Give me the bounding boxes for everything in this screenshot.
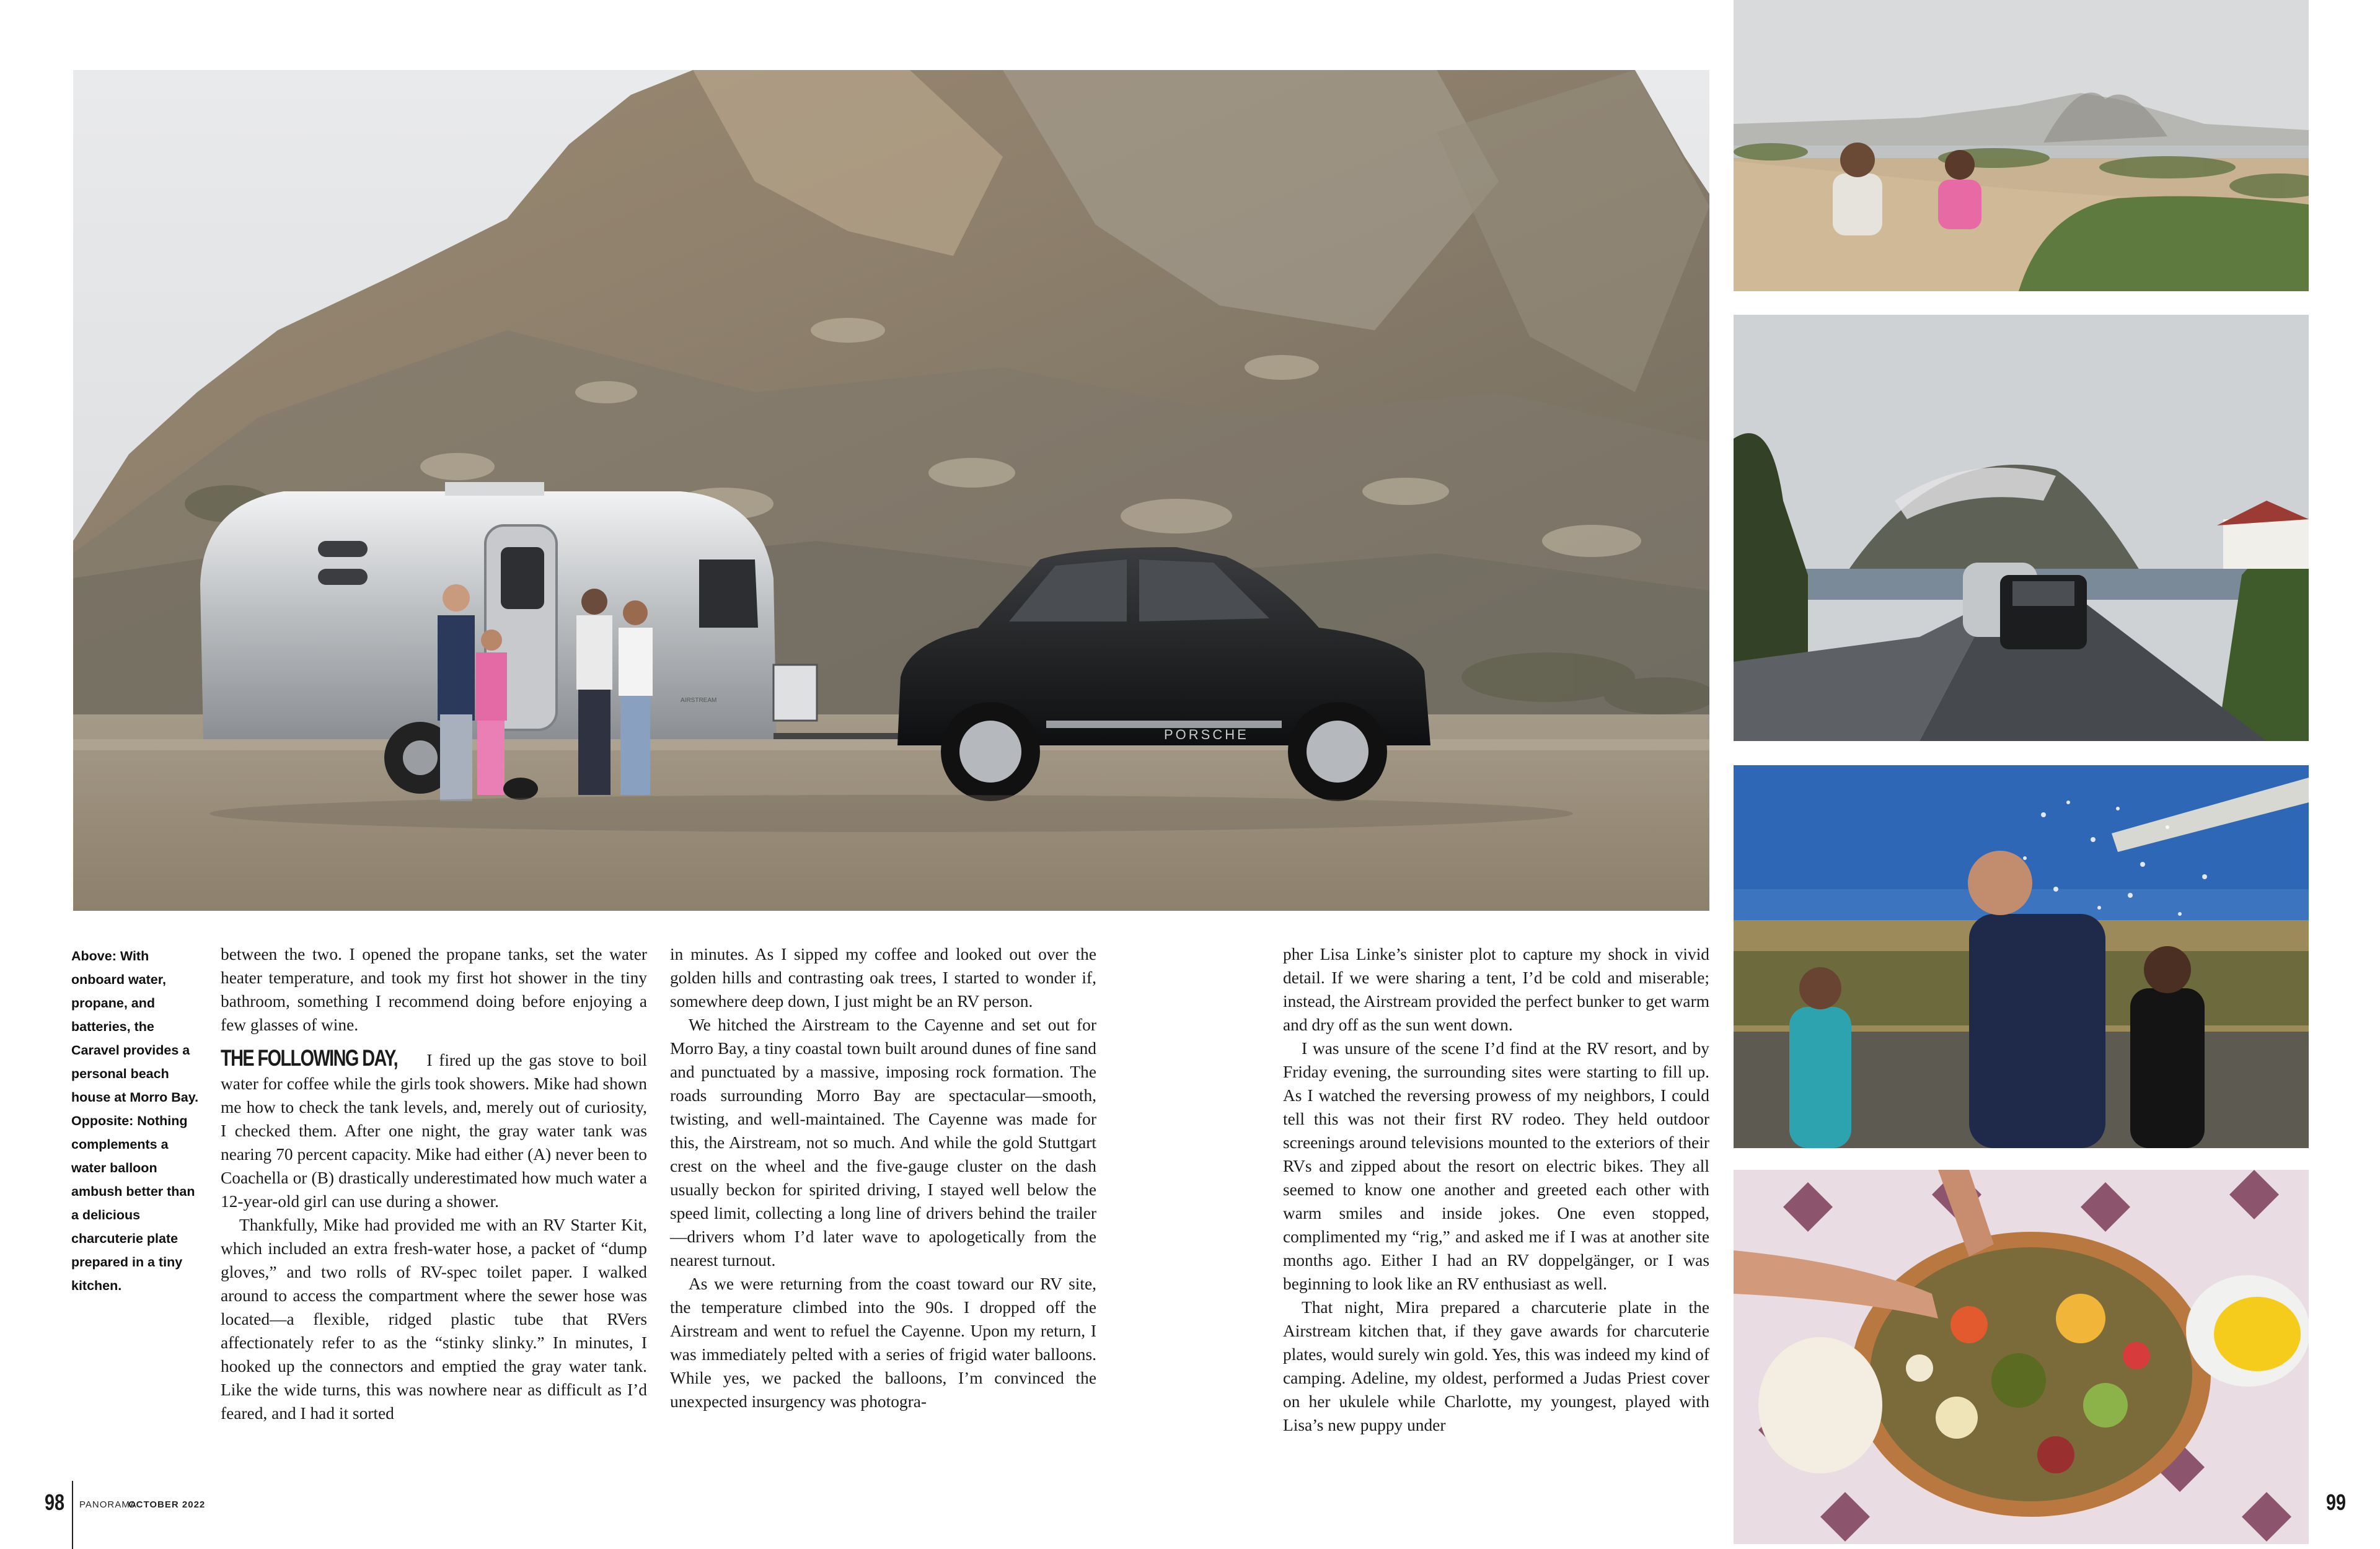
- paragraph: I was unsure of the scene I’d find at the RV resort, and by Friday evening, the surrounding sites were starting to fill up. As I watched the reversing prowess of my neighbors, I could tell this was not their first RV rodeo. They held outdoor screenings around televisions mounted to the exteriors of their RVs and zipped about the resort on electric bikes. They all seemed to know one another and greeted each other with warm smiles and inside jokes. One even stopped, complimented my “rig,” and asked me if I was at another site months ago. Either I had an RV doppelgänger, or I was beginning to look like an RV enthusiast as well.: [1283, 1039, 1709, 1293]
- side-photo-charcuterie-board: [1734, 1170, 2309, 1544]
- magazine-name: PANORAMA: [79, 1499, 137, 1510]
- side-photo-water-balloon-splash: [1734, 765, 2309, 1148]
- page-number-right: 99: [2326, 1490, 2347, 1515]
- issue-date: OCTOBER 2022: [128, 1499, 206, 1510]
- body-column-3: [1283, 942, 1709, 1437]
- street-illustration: [1734, 315, 2309, 741]
- photo-caption: Above: With onboard water, propane, and batteries, the Caravel provides a personal beach house at Morro Bay. Opposite: Nothing complements a water balloon ambush better than a delicious charcuterie plate prepared in a tiny kitchen.: [71, 949, 199, 1293]
- drop-lead-in: THE FOLLOWING DAY,: [221, 1045, 398, 1071]
- hero-photo-illustration: [73, 70, 1709, 911]
- paragraph: Thankfully, Mike had provided me with an RV Starter Kit, which included an extra fresh-water hose, a packet of “dump gloves,” and two rolls of RV-spec toilet paper. I walked around to access the compartment where the sewer hose was located—a flexible, ridged plastic tube that RVers affectionately refer to as the “stinky slinky.” In minutes, I hooked up the connectors and emptied the gray water tank. Like the wide turns, this was nowhere near as difficult as I’d feared, and I had it sorted: [221, 1216, 647, 1423]
- side-photo-girls-beach: [1734, 0, 2309, 291]
- girls-beach-illustration: [1734, 0, 2309, 291]
- side-photo-street-morro-rock: [1734, 315, 2309, 741]
- car-badge-text: PORSCHE: [1164, 727, 1249, 742]
- paragraph: That night, Mira prepared a charcuterie plate in the Airstream kitchen that, if they gave awards for charcuterie plates, would surely win gold. Yes, this was indeed my kind of camping. Adeline, my oldest, performed a Judas Priest cover on her ukulele while Charlotte, my youngest, played with Lisa’s new puppy under: [1283, 1298, 1709, 1434]
- body-column-2: [670, 942, 1096, 1413]
- paragraph: between the two. I opened the propane tanks, set the water heater temperature, and took my first hot shower in the tiny bathroom, something I recommend doing before enjoying a few glasses of wine.: [221, 945, 647, 1034]
- paragraph: in minutes. As I sipped my coffee and looked out over the golden hills and contrasting oak trees, I started to wonder if, somewhere deep down, I just might be an RV person.: [670, 945, 1096, 1011]
- splash-illustration: [1734, 765, 2309, 1148]
- charcuterie-illustration: [1734, 1170, 2309, 1544]
- hero-photo-airstream-morro-rock: [73, 70, 1709, 911]
- paragraph: We hitched the Airstream to the Cayenne and set out for Morro Bay, a tiny coastal town built around dunes of fine sand and punctuated by a massive, imposing rock formation. The roads surrounding Morro Bay are spectacular—smooth, twisting, and well-maintained. The Cayenne was made for this, the Airstream, not so much. And while the gold Stuttgart crest on the wheel and the five-gauge cluster on the dash usually beckon for spirited driving, I stayed well below the speed limit, collecting a long line of drivers behind the trailer—drivers whom I’d later wave to apologetically from the nearest turnout.: [670, 1016, 1096, 1270]
- body-column-1: [221, 942, 647, 1425]
- folio-divider: [72, 1481, 73, 1549]
- trailer-badge-text: AIRSTREAM: [681, 697, 717, 704]
- paragraph-lead: [221, 1047, 647, 1213]
- page-number-left: 98: [45, 1490, 65, 1515]
- paragraph: As we were returning from the coast toward our RV site, the temperature climbed into the 90s. I dropped off the Airstream and went to refuel the Cayenne. Upon my return, I was immediately pelted with a series of frigid water balloons. While yes, we packed the balloons, I’m convinced the unexpected insurgency was photogra-: [670, 1275, 1096, 1411]
- paragraph: pher Lisa Linke’s sinister plot to capture my shock in vivid detail. If we were sharing a tent, I’d be cold and miserable; instead, the Airstream provided the perfect bunker to get warm and dry off as the sun went down.: [1283, 945, 1709, 1034]
- paragraph-text: I fired up the gas stove to boil water for coffee while the girls took showers. Mike had shown me how to check the tank levels, and, merely out of curiosity, I checked them. After one night, the gray water tank was nearing 70 percent capacity. Mike had either (A) never been to Coachella or (B) drastically underestimated how much water a 12-year-old girl can use during a shower.: [221, 1051, 647, 1211]
